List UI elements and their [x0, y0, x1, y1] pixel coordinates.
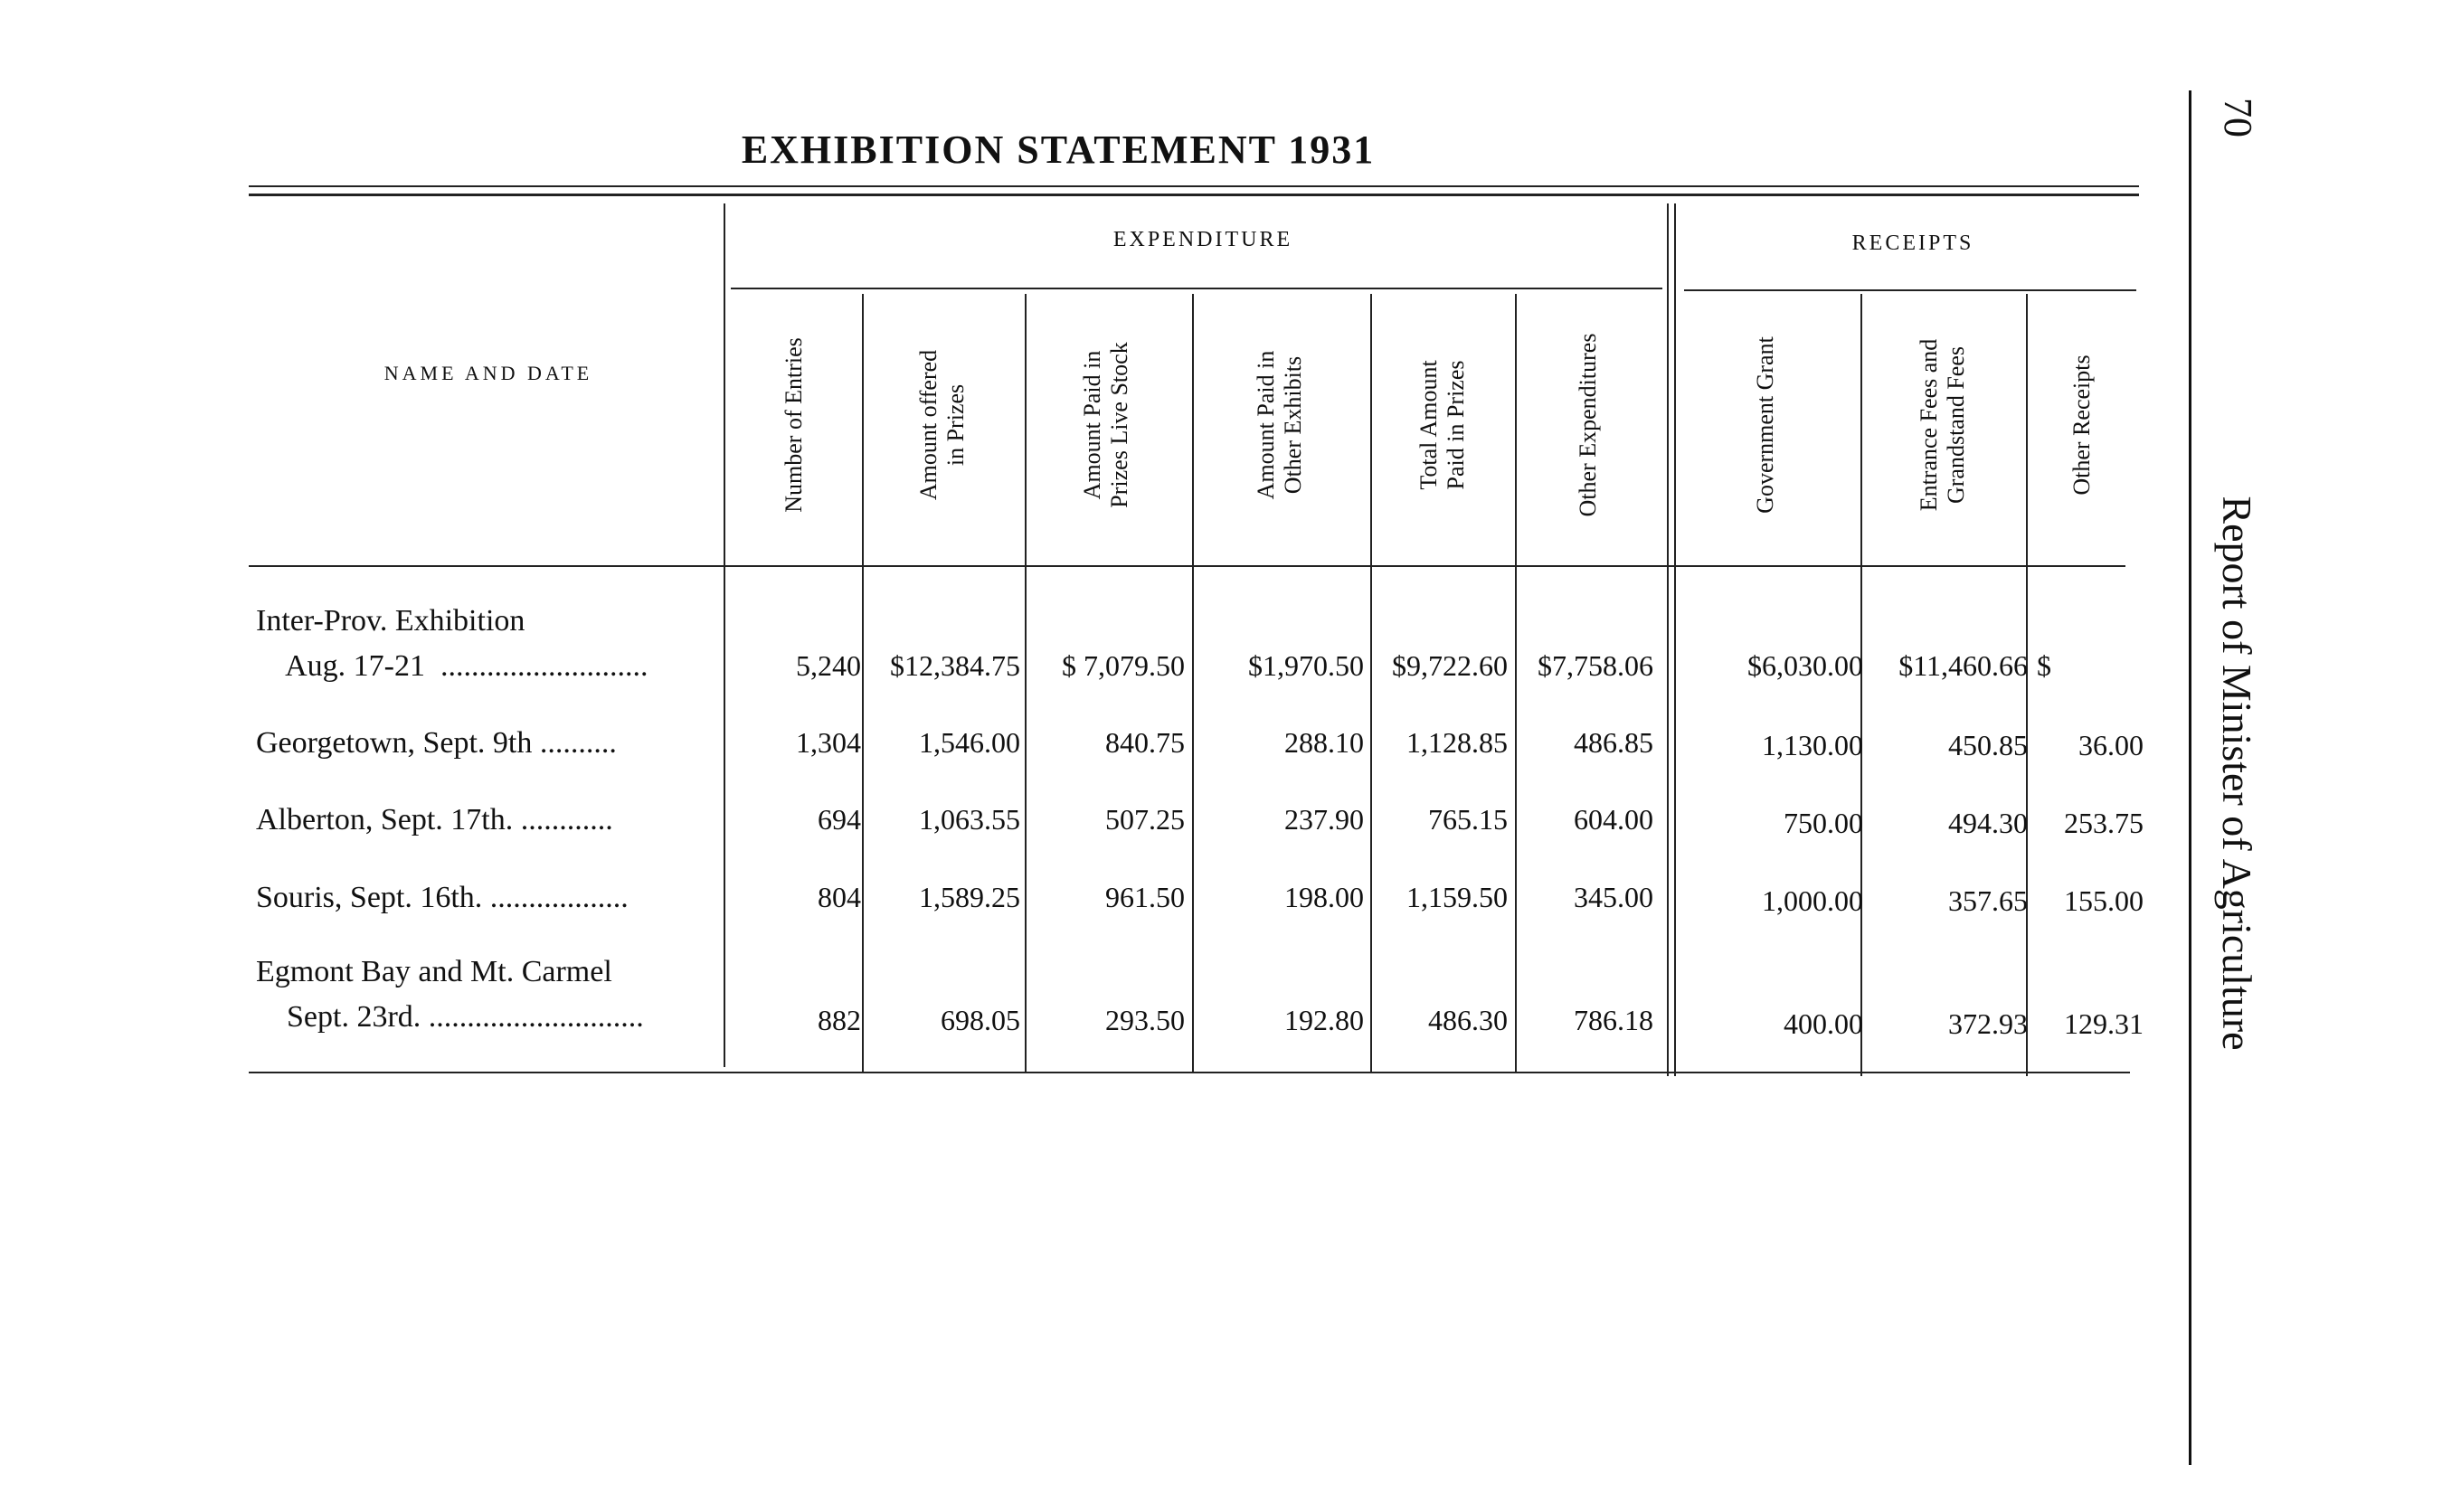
- table-cell: 36.00: [2078, 729, 2144, 761]
- table-bottom-rule: [249, 1072, 2130, 1073]
- table-cell: 400.00: [1784, 1007, 1863, 1040]
- table-cell: $: [2037, 649, 2051, 682]
- table-cell: 237.90: [1284, 803, 1364, 836]
- table-cell: 1,589.25: [919, 881, 1020, 913]
- col-header-amount-offered: Amount offered in Prizes: [915, 349, 969, 501]
- row-name: Alberton, Sept. 17th. ............: [256, 803, 613, 836]
- table-cell: 486.85: [1574, 726, 1653, 759]
- page-title: EXHIBITION STATEMENT 1931: [741, 128, 1376, 172]
- column-divider: [1860, 294, 1862, 1076]
- table-cell: 1,063.55: [919, 803, 1020, 836]
- table-cell: 494.30: [1948, 807, 2028, 839]
- column-divider: [1515, 294, 1517, 1072]
- table-cell: 288.10: [1284, 726, 1364, 759]
- table-cell: 604.00: [1574, 803, 1653, 836]
- row-name: Egmont Bay and Mt. Carmel Sept. 23rd. ............................: [256, 955, 644, 1034]
- name-and-date-header: NAME AND DATE: [383, 362, 593, 384]
- table-cell: 1,000.00: [1762, 884, 1863, 917]
- table-cell: 1,304: [796, 726, 861, 759]
- table-cell: 1,128.85: [1406, 726, 1508, 759]
- column-divider: [1192, 294, 1194, 1072]
- column-divider: [724, 203, 725, 1067]
- top-rule: [249, 185, 2139, 187]
- table-cell: 882: [818, 1004, 861, 1036]
- group-divider: [1667, 203, 1669, 1076]
- column-divider: [862, 294, 864, 1072]
- column-divider: [1370, 294, 1372, 1072]
- table-cell: 486.30: [1428, 1004, 1508, 1036]
- col-header-government-grant: Government Grant: [1752, 336, 1778, 514]
- margin-rule: [2189, 90, 2191, 1465]
- table-cell: 694: [818, 803, 861, 836]
- table-cell: $6,030.00: [1747, 649, 1863, 682]
- expenditure-header: EXPENDITURE: [1112, 228, 1293, 251]
- table-cell: 372.93: [1948, 1007, 2028, 1040]
- row-name: Souris, Sept. 16th. ..................: [256, 881, 629, 914]
- receipts-header: RECEIPTS: [1851, 232, 1974, 255]
- expenditure-rule: [731, 288, 1662, 289]
- group-divider: [1674, 203, 1676, 1076]
- table-cell: $9,722.60: [1392, 649, 1508, 682]
- table-cell: 750.00: [1784, 807, 1863, 839]
- running-title: Report of Minister of Agriculture: [2214, 496, 2260, 1051]
- table-cell: 450.85: [1948, 729, 2028, 761]
- table-cell: 357.65: [1948, 884, 2028, 917]
- table-cell: 198.00: [1284, 881, 1364, 913]
- table-cell: $7,758.06: [1538, 649, 1653, 682]
- table-cell: 253.75: [2064, 807, 2144, 839]
- top-rule-2: [249, 194, 2139, 196]
- table-cell: 961.50: [1105, 881, 1185, 913]
- page-number: 70: [2216, 98, 2260, 137]
- table-cell: 129.31: [2064, 1007, 2144, 1040]
- table-cell: 786.18: [1574, 1004, 1653, 1036]
- row-name: Inter-Prov. Exhibition Aug. 17-21 ...........................: [256, 604, 648, 683]
- table-cell: $ 7,079.50: [1062, 649, 1185, 682]
- table-cell: 5,240: [796, 649, 861, 682]
- col-header-other-expenditures: Other Expenditures: [1575, 333, 1601, 517]
- table-cell: $12,384.75: [890, 649, 1020, 682]
- table-cell: 1,159.50: [1406, 881, 1508, 913]
- table-cell: 765.15: [1428, 803, 1508, 836]
- table-cell: $11,460.66: [1898, 649, 2028, 682]
- table-cell: 192.80: [1284, 1004, 1364, 1036]
- table-cell: 840.75: [1105, 726, 1185, 759]
- receipts-rule: [1684, 289, 2136, 291]
- table-cell: 345.00: [1574, 881, 1653, 913]
- table-cell: 1,546.00: [919, 726, 1020, 759]
- table-cell: 804: [818, 881, 861, 913]
- column-divider: [2026, 294, 2028, 1076]
- table-cell: 155.00: [2064, 884, 2144, 917]
- col-header-entrance-fees: Entrance Fees and Grandstand Fees: [1916, 338, 1969, 512]
- column-divider: [1025, 294, 1027, 1072]
- col-header-other-receipts: Other Receipts: [2068, 354, 2095, 496]
- table-cell: 507.25: [1105, 803, 1185, 836]
- table-cell: $1,970.50: [1248, 649, 1364, 682]
- header-bottom-rule: [249, 565, 2125, 567]
- row-name: Georgetown, Sept. 9th ..........: [256, 726, 617, 760]
- col-header-number-of-entries: Number of Entries: [781, 337, 807, 513]
- table-cell: 293.50: [1105, 1004, 1185, 1036]
- table-cell: 698.05: [941, 1004, 1020, 1036]
- col-header-paid-live-stock: Amount Paid in Prizes Live Stock: [1079, 342, 1132, 508]
- table-cell: 1,130.00: [1762, 729, 1863, 761]
- col-header-paid-other-exhibits: Amount Paid in Other Exhibits: [1253, 350, 1306, 500]
- col-header-total-paid: Total Amount Paid in Prizes: [1415, 360, 1469, 490]
